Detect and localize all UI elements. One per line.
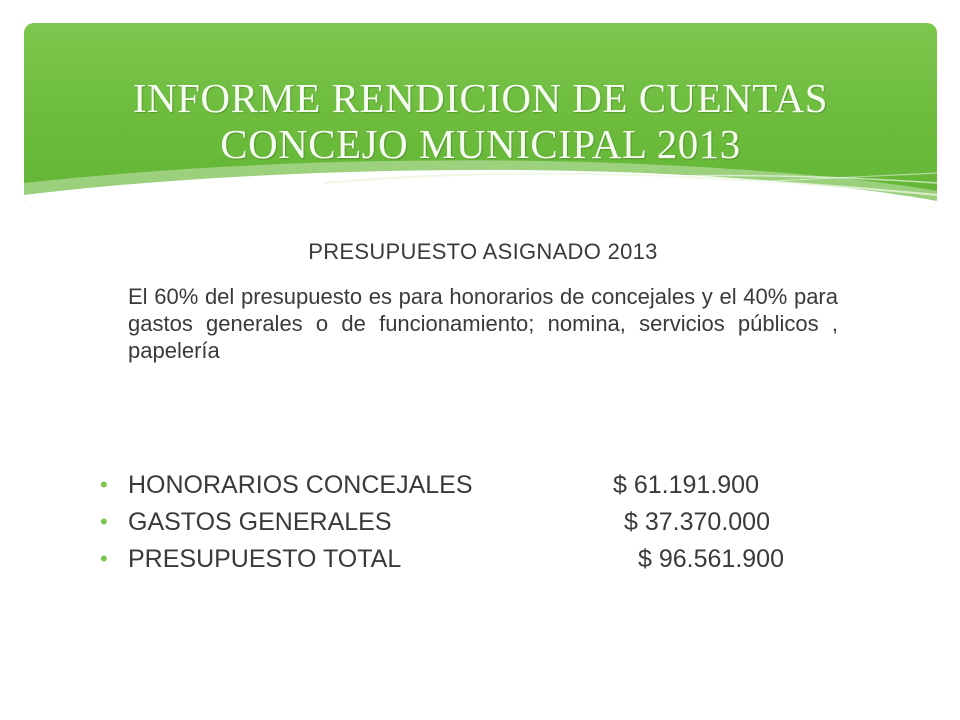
title-banner [24,23,937,208]
item-label: PRESUPUESTO TOTAL [128,545,402,573]
section-heading: PRESUPUESTO ASIGNADO 2013 [308,239,658,264]
budget-list [100,470,860,581]
item-label: HONORARIOS CONCEJALES [128,471,473,499]
bullet-icon: • [100,546,108,571]
item-label: GASTOS GENERALES [128,508,392,536]
item-amount: $ 37.370.000 [624,508,770,536]
list-item [100,470,860,507]
bullet-icon: • [100,509,108,534]
slide-title [24,75,937,167]
budget-description: El 60% del presupuesto es para honorarios de concejales y el 40% para gastos generales o de funcionamiento; nomina, servicios públicos , papelería [128,284,838,363]
title-line-1: INFORME RENDICION DE CUENTAS [132,75,829,121]
item-amount: $ 96.561.900 [638,545,784,573]
item-amount: $ 61.191.900 [613,471,759,499]
title-line-2: CONCEJO MUNICIPAL 2013 [220,121,741,167]
list-item [100,544,860,581]
bullet-icon: • [100,472,108,497]
list-item [100,507,860,544]
